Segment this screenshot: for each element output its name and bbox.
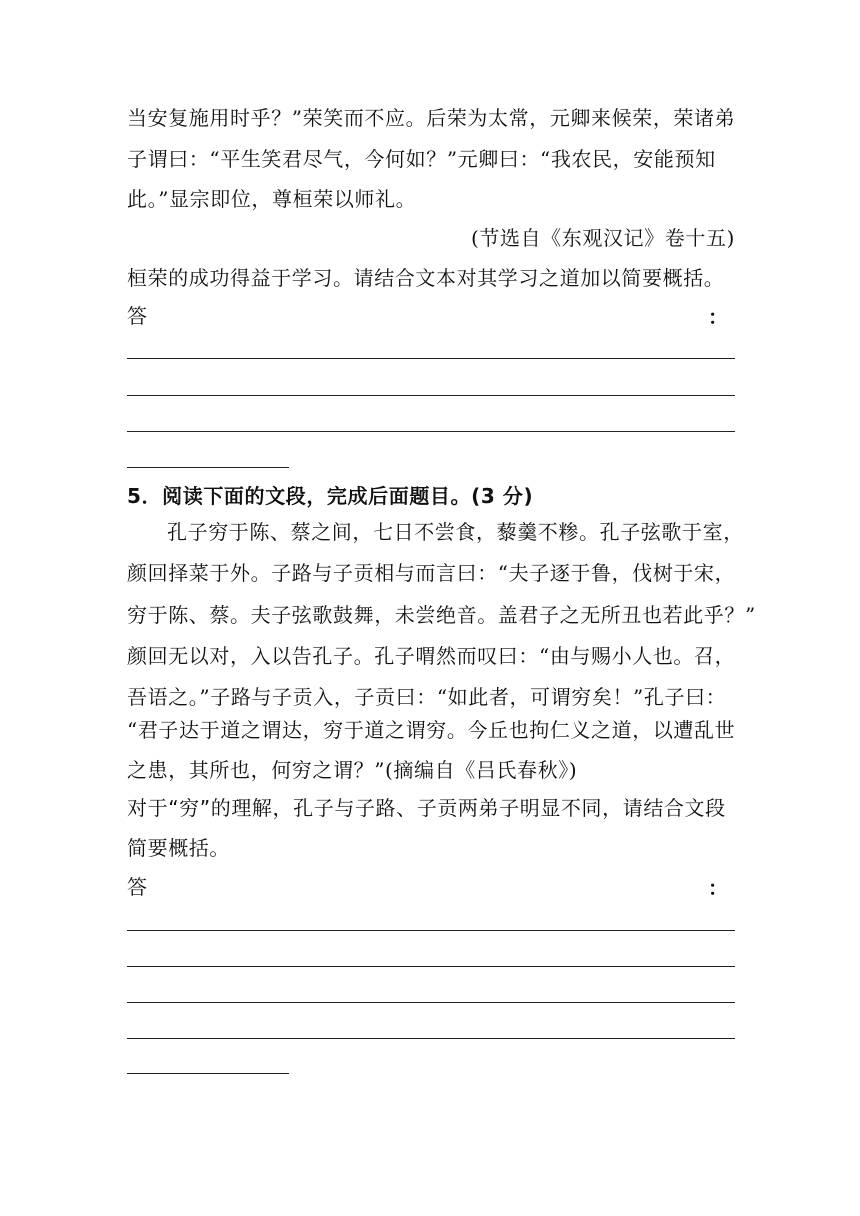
passage1-source: (节选自《东观汉记》卷十五) — [470, 226, 735, 250]
question5-answer-label: 答 — [127, 875, 147, 899]
question4-answer-line-2[interactable] — [127, 395, 735, 396]
question4-answer-colon: ： — [708, 305, 728, 329]
passage1-line-3: 此。”显宗即位，尊桓荣以师礼。 — [127, 187, 417, 211]
question5-answer-line-3[interactable] — [127, 1002, 735, 1003]
question5-passage-line-7: 之患，其所也，何穷之谓？”(摘编自《吕氏春秋》) — [127, 758, 578, 782]
question4-answer-line-3[interactable] — [127, 431, 735, 432]
question4-prompt: 桓荣的成功得益于学习。请结合文本对其学习之道加以简要概括。 — [127, 266, 725, 290]
question5-passage-line-4: 颜回无以对，入以告孔子。孔子喟然而叹曰：“由与赐小人也。召， — [127, 644, 736, 668]
question5-passage-line-1: 孔子穷于陈、蔡之间，七日不尝食，藜羹不糁。孔子弦歌于室， — [167, 520, 744, 544]
question5-passage-line-3: 穷于陈、蔡。夫子弦歌鼓舞，未尝绝音。盖君子之无所丑也若此乎？” — [127, 603, 756, 627]
question5-answer-line-5[interactable] — [127, 1073, 289, 1074]
question5-passage-line-2: 颜回择菜于外。子路与子贡相与而言曰：“夫子逐于鲁，伐树于宋， — [127, 561, 736, 585]
question4-answer-line-1[interactable] — [127, 358, 735, 359]
question5-answer-line-1[interactable] — [127, 930, 735, 931]
passage1-line-2: 子谓曰：“平生笑君尽气，今何如？”元卿曰：“我农民，安能预知 — [127, 147, 716, 171]
question5-heading: 5．阅读下面的文段，完成后面题目。(3 分) — [127, 484, 534, 508]
passage1-line-1: 当安复施用时乎？”荣笑而不应。后荣为太常，元卿来候荣，荣诸弟 — [127, 106, 736, 130]
question5-passage-line-5: 吾语之。”子路与子贡入，子贡曰：“如此者，可谓穷矣！”孔子曰： — [127, 685, 727, 709]
question5-answer-line-2[interactable] — [127, 966, 735, 967]
question4-answer-line-4[interactable] — [127, 467, 289, 468]
question5-passage-line-6: “君子达于道之谓达，穷于道之谓穷。今丘也拘仁义之道，以遭乱世 — [127, 718, 736, 742]
question5-prompt-line-1: 对于“穷”的理解，孔子与子路、子贡两弟子明显不同，请结合文段 — [127, 796, 726, 820]
question5-answer-line-4[interactable] — [127, 1038, 735, 1039]
question5-prompt-line-2: 简要概括。 — [127, 836, 230, 860]
question4-answer-label: 答 — [127, 304, 147, 328]
question5-answer-colon: ： — [708, 876, 728, 900]
